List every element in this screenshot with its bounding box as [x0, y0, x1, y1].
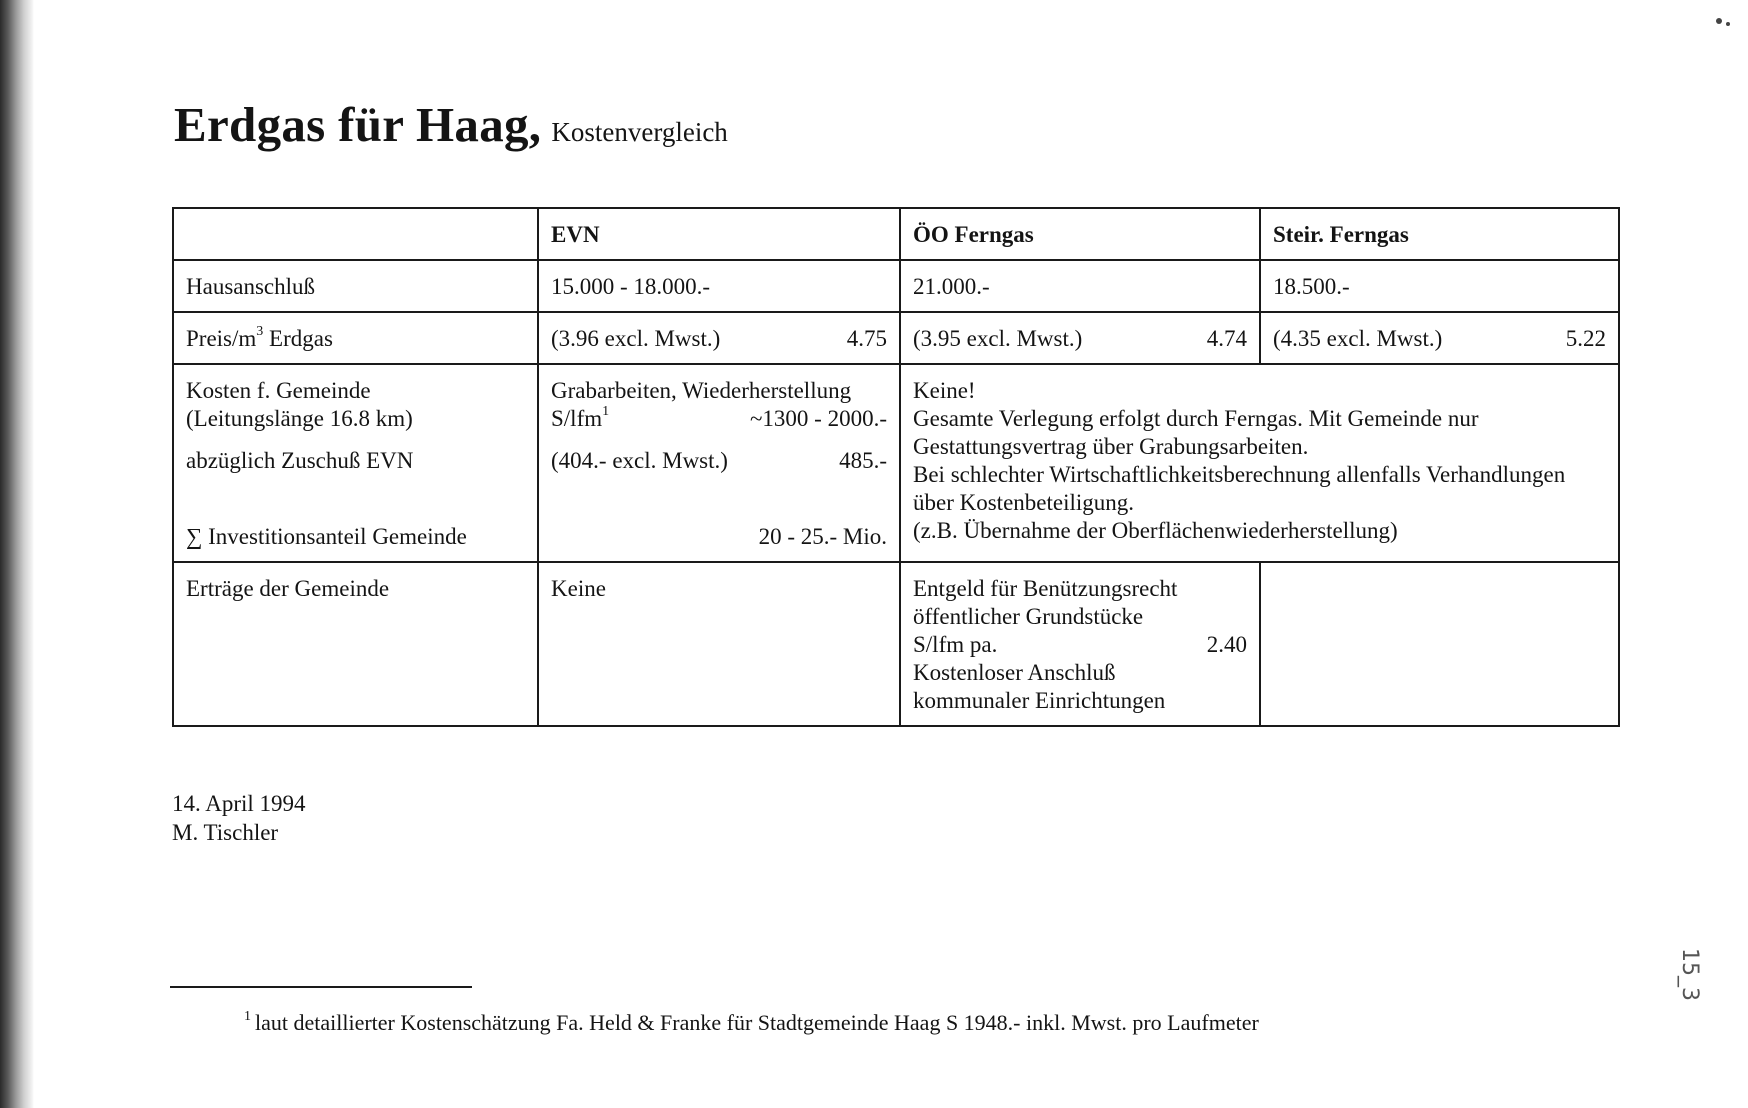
table-header-row	[173, 208, 1619, 260]
header-empty	[173, 208, 538, 260]
kosten-evn-range: ~1300 - 2000.-	[749, 406, 887, 431]
table-row-ertraege	[173, 562, 1619, 726]
cell-preis-evn	[538, 312, 900, 364]
footnote-marker: 1	[244, 1008, 251, 1024]
cell-ertraege-steir	[1260, 562, 1619, 726]
kosten-label-line2: (Leitungslänge 16.8 km)	[186, 406, 413, 431]
table-row-preis	[173, 312, 1619, 364]
kosten-evn-unit	[551, 405, 609, 433]
scan-speck	[1726, 22, 1730, 26]
kosten-ferngas-line4: Bei schlechter Wirtschaftlichkeitsberechnung allenfalls Verhandlungen	[913, 462, 1566, 487]
kosten-evn-line3	[551, 447, 887, 475]
cell-ertraege-oo	[900, 562, 1260, 726]
row-label-preis	[173, 312, 538, 364]
table-row-hausanschluss	[173, 260, 1619, 312]
handwritten-margin-note: 15_3	[1677, 948, 1702, 1001]
cell-hausanschluss-evn: 15.000 - 18.000.-	[538, 260, 900, 312]
signature-name: M. Tischler	[172, 820, 279, 845]
spacer	[186, 475, 525, 513]
header-steir-ferngas: Steir. Ferngas	[1260, 208, 1619, 260]
ertraege-oo-value: 2.40	[1206, 632, 1247, 657]
kosten-label-line3: abzüglich Zuschuß EVN	[186, 448, 414, 473]
cell-preis-steir	[1260, 312, 1619, 364]
spacer	[186, 433, 525, 447]
ertraege-oo-unit: S/lfm pa.	[913, 632, 998, 657]
ertraege-oo-line5: kommunaler Einrichtungen	[913, 688, 1166, 713]
header-evn: EVN	[538, 208, 900, 260]
document-title	[174, 96, 728, 153]
footnote-divider	[170, 986, 472, 988]
cell-hausanschluss-steir: 18.500.-	[1260, 260, 1619, 312]
preis-label-sup: 3	[256, 324, 264, 340]
cell-ertraege-evn: Keine	[538, 562, 900, 726]
preis-oo-value: 4.74	[1206, 326, 1247, 351]
preis-oo-note: (3.95 excl. Mwst.)	[913, 326, 1083, 351]
preis-label-suffix: Erdgas	[263, 326, 333, 351]
preis-evn-value: 4.75	[846, 326, 887, 351]
row-label-ertraege: Erträge der Gemeinde	[173, 562, 538, 726]
preis-evn-note: (3.96 excl. Mwst.)	[551, 326, 721, 351]
kosten-ferngas-line1: Keine!	[913, 378, 976, 403]
cell-kosten-evn	[538, 364, 900, 562]
kosten-ferngas-line3: Gestattungsvertrag über Grabungsarbeiten.	[913, 434, 1309, 459]
spacer	[551, 433, 887, 447]
kosten-evn-total: 20 - 25.- Mio.	[758, 524, 887, 549]
cell-hausanschluss-oo: 21.000.-	[900, 260, 1260, 312]
preis-steir-note: (4.35 excl. Mwst.)	[1273, 326, 1443, 351]
signature-block	[172, 789, 306, 847]
kosten-label-line4: ∑ Investitionsanteil Gemeinde	[186, 524, 467, 549]
header-oo-ferngas: ÖO Ferngas	[900, 208, 1260, 260]
footnote-text: laut detaillierter Kostenschätzung Fa. Held & Franke für Stadtgemeinde Haag S 1948.- inkl. Mwst. pro Laufmeter	[255, 1010, 1259, 1035]
ertraege-oo-line1: Entgeld für Benützungsrecht	[913, 576, 1178, 601]
kosten-evn-line1: Grabarbeiten, Wiederherstellung	[551, 378, 852, 403]
scan-speck	[1716, 18, 1722, 24]
preis-steir-value: 5.22	[1565, 326, 1606, 351]
ertraege-oo-line2: öffentlicher Grundstücke	[913, 604, 1144, 629]
title-main: Erdgas für Haag,	[174, 97, 542, 152]
kosten-evn-line2	[551, 405, 887, 433]
footnote	[244, 1010, 1259, 1036]
cost-comparison-table	[172, 207, 1620, 727]
kosten-ferngas-line5: über Kostenbeteiligung.	[913, 490, 1135, 515]
ertraege-oo-line4: Kostenloser Anschluß	[913, 660, 1116, 685]
kosten-ferngas-line2: Gesamte Verlegung erfolgt durch Ferngas. Mit Gemeinde nur	[913, 406, 1479, 431]
kosten-label-line1: Kosten f. Gemeinde	[186, 378, 371, 403]
kosten-evn-zuschuss-note: (404.- excl. Mwst.)	[551, 448, 728, 473]
spacer	[551, 475, 887, 513]
signature-date: 14. April 1994	[172, 791, 306, 816]
cell-kosten-ferngas	[900, 364, 1619, 562]
footnote-ref: 1	[602, 404, 610, 420]
kosten-evn-zuschuss-value: 485.-	[839, 448, 887, 473]
table-row-kosten	[173, 364, 1619, 562]
row-label-hausanschluss: Hausanschluß	[173, 260, 538, 312]
preis-label-prefix: Preis/m	[186, 326, 257, 351]
kosten-ferngas-line6: (z.B. Übernahme der Oberflächenwiederherstellung)	[913, 518, 1398, 543]
ertraege-oo-line3	[913, 631, 1247, 659]
title-sub: Kostenvergleich	[551, 117, 728, 147]
row-label-kosten	[173, 364, 538, 562]
scan-edge	[0, 0, 34, 1108]
kosten-evn-unit-text: S/lfm	[551, 406, 603, 431]
cell-preis-oo	[900, 312, 1260, 364]
